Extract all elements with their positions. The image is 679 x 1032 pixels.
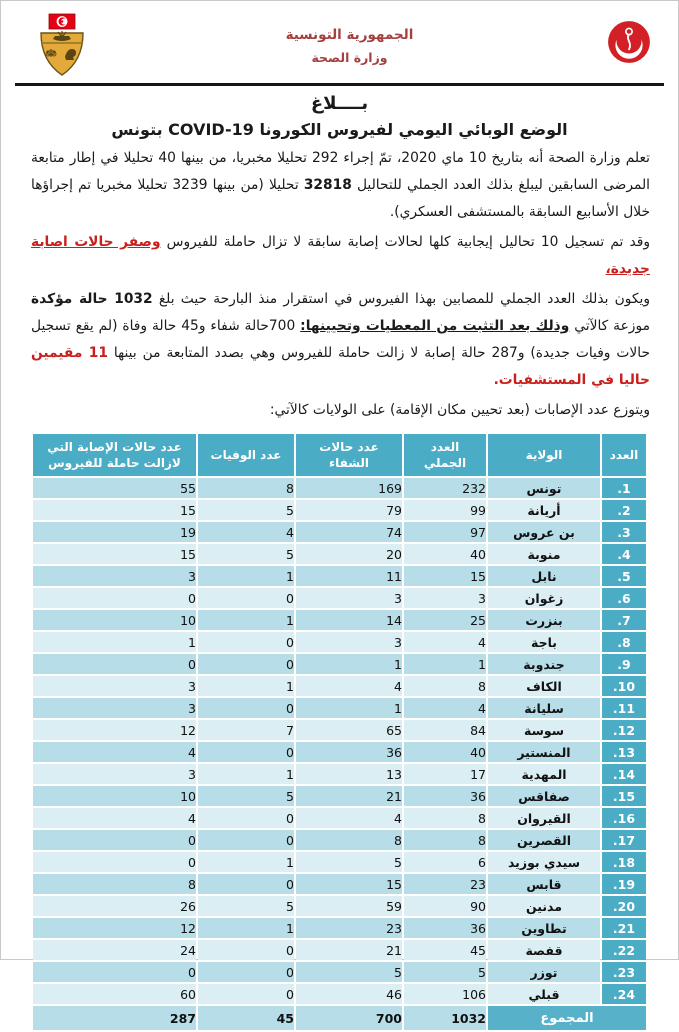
total-cell: 23 [404,874,486,894]
text-segment: وذلك بعد التثبت من المعطيات وتحيينها: [300,318,570,334]
table-row [33,522,646,542]
bulletin-paragraph-2 [31,229,650,283]
active-cell: 0 [33,830,196,850]
bulletin-paragraph-4 [31,397,650,424]
recovered-cell: 65 [296,720,402,740]
active-cell: 3 [33,764,196,784]
total-active-cell: 287 [33,1006,196,1030]
deaths-cell: 5 [198,544,294,564]
table-row [33,984,646,1004]
table-header [33,434,646,476]
governorate-cell: سوسة [488,720,600,740]
table-row [33,940,646,960]
governorate-cell: الكاف [488,676,600,696]
total-cell: 99 [404,500,486,520]
table-row [33,830,646,850]
governorate-table [31,432,648,1032]
total-cell: 5 [404,962,486,982]
text-segment: وقد تم تسجيل 10 تحاليل إيجابية كلها لحالات إصابة سابقة لا تزال حاملة للفيروس [160,234,650,250]
total-cell: 40 [404,742,486,762]
total-cell: 4 [404,698,486,718]
governorate-cell: مدنين [488,896,600,916]
total-total-cell: 1032 [404,1006,486,1030]
governorate-cell: صفاقس [488,786,600,806]
deaths-cell: 5 [198,786,294,806]
recovered-cell: 4 [296,808,402,828]
bulletin-paragraph-1 [31,145,650,226]
deaths-cell: 0 [198,588,294,608]
table-row [33,764,646,784]
bulletin-paragraph-3 [31,286,650,394]
table-row [33,808,646,828]
deaths-cell: 1 [198,610,294,630]
governorate-cell: قفصة [488,940,600,960]
recovered-cell: 11 [296,566,402,586]
index-cell: 24. [602,984,646,1004]
total-cell: 8 [404,830,486,850]
active-cell: 19 [33,522,196,542]
table-header-row [33,434,646,476]
text-segment: 700حالة شفاء و45 حالة وفاة (لم يقع تسجيل حالات وفيات جديدة) و287 حالة إصابة لا زالت حاملة للفيروس وهي بصدد المتابعة من بينها [31,318,650,361]
total-recovered-cell: 700 [296,1006,402,1030]
index-cell: 16. [602,808,646,828]
index-cell: 4. [602,544,646,564]
recovered-cell: 59 [296,896,402,916]
index-cell: 21. [602,918,646,938]
total-deaths-cell: 45 [198,1006,294,1030]
col-header-1: الولاية [488,434,600,476]
table-row [33,500,646,520]
index-cell: 13. [602,742,646,762]
recovered-cell: 20 [296,544,402,564]
table-row [33,698,646,718]
text-segment: وصفر حالات اصابة جديدة، [31,234,650,277]
deaths-cell: 0 [198,808,294,828]
recovered-cell: 8 [296,830,402,850]
active-cell: 8 [33,874,196,894]
index-cell: 20. [602,896,646,916]
text-segment: تعلم وزارة الصحة أنه بتاريخ 10 ماي 2020، تمّ إجراء 292 تحليلا مخبريا، من بينها 40 تحليلا في إطار متابعة المرضى السابقين ليبلغ بذلك العدد الجملي للتحاليل [31,150,651,193]
active-cell: 0 [33,588,196,608]
governorate-cell: سيدي بوزيد [488,852,600,872]
deaths-cell: 0 [198,940,294,960]
deaths-cell: 1 [198,852,294,872]
recovered-cell: 1 [296,698,402,718]
col-header-5: عدد حالات الإصابة التي لازالت حاملة للفيروس [33,434,196,476]
text-segment: تحليلا (من بينها 3239 تحليلا مخبريا تم إجراؤها خلال الأسابيع السابقة بالمستشفى العسكري). [31,177,650,220]
index-cell: 10. [602,676,646,696]
recovered-cell: 4 [296,676,402,696]
active-cell: 1 [33,632,196,652]
deaths-cell: 0 [198,962,294,982]
governorate-cell: قابس [488,874,600,894]
recovered-cell: 23 [296,918,402,938]
governorate-cell: بن عروس [488,522,600,542]
governorate-cell: توزر [488,962,600,982]
total-cell: 45 [404,940,486,960]
active-cell: 60 [33,984,196,1004]
bulletin-subtitle: الوضع الوبائي اليومي لفيروس الكورونا COVID-19 بتونس [111,120,568,139]
recovered-cell: 5 [296,962,402,982]
index-cell: 8. [602,632,646,652]
active-cell: 26 [33,896,196,916]
index-cell: 15. [602,786,646,806]
total-cell: 3 [404,588,486,608]
deaths-cell: 1 [198,764,294,784]
recovered-cell: 46 [296,984,402,1004]
recovered-cell: 36 [296,742,402,762]
total-cell: 36 [404,918,486,938]
total-cell: 106 [404,984,486,1004]
table-row [33,588,646,608]
recovered-cell: 5 [296,852,402,872]
table-row [33,654,646,674]
active-cell: 0 [33,654,196,674]
index-cell: 2. [602,500,646,520]
table-row [33,676,646,696]
deaths-cell: 0 [198,984,294,1004]
active-cell: 0 [33,852,196,872]
table-row [33,962,646,982]
table-row [33,786,646,806]
header-divider [15,83,664,86]
deaths-cell: 0 [198,830,294,850]
index-cell: 5. [602,566,646,586]
bulletin-title: بــــلاغ [310,93,369,114]
active-cell: 15 [33,500,196,520]
total-cell: 8 [404,808,486,828]
deaths-cell: 0 [198,632,294,652]
table-row [33,632,646,652]
col-header-4: عدد الوفيات [198,434,294,476]
deaths-cell: 4 [198,522,294,542]
index-cell: 12. [602,720,646,740]
col-header-0: العدد [602,434,646,476]
ministry-health-logo-icon [606,19,652,65]
active-cell: 12 [33,918,196,938]
index-cell: 18. [602,852,646,872]
deaths-cell: 1 [198,918,294,938]
col-header-3: عدد حالات الشفاء [296,434,402,476]
recovered-cell: 21 [296,940,402,960]
active-cell: 15 [33,544,196,564]
total-cell: 6 [404,852,486,872]
total-cell: 232 [404,478,486,498]
table-row [33,478,646,498]
text-segment: ويتوزع عدد الإصابات (بعد تحيين مكان الإقامة) على الولايات كالآتي: [269,402,650,418]
bulletin-body [31,145,650,424]
table-row [33,874,646,894]
deaths-cell: 1 [198,676,294,696]
table-row [33,918,646,938]
total-cell: 17 [404,764,486,784]
total-cell: 84 [404,720,486,740]
active-cell: 0 [33,962,196,982]
text-segment: ويكون بذلك العدد الجملي للمصابين بهذا الفيروس في استقرار منذ البارحة حيث بلغ [152,291,651,307]
total-cell: 97 [404,522,486,542]
table-body [33,478,646,1030]
index-cell: 22. [602,940,646,960]
governorate-cell: تطاوين [488,918,600,938]
governorate-cell: أريانة [488,500,600,520]
total-cell: 15 [404,566,486,586]
text-segment: 11 مقيمين حاليا في المستشفيات. [31,345,650,388]
republic-title: الجمهورية التونسية [285,27,414,43]
deaths-cell: 1 [198,566,294,586]
governorate-cell: جندوبة [488,654,600,674]
tunisia-coat-of-arms-icon [31,13,93,79]
index-cell: 6. [602,588,646,608]
deaths-cell: 8 [198,478,294,498]
index-cell: 23. [602,962,646,982]
governorate-cell: القيروان [488,808,600,828]
recovered-cell: 21 [296,786,402,806]
total-cell: 36 [404,786,486,806]
header-titles [93,27,606,65]
active-cell: 3 [33,676,196,696]
deaths-cell: 7 [198,720,294,740]
index-cell: 17. [602,830,646,850]
table-row [33,896,646,916]
table-row [33,544,646,564]
index-cell: 3. [602,522,646,542]
deaths-cell: 5 [198,896,294,916]
text-segment: 1032 حالة مؤكدة [31,291,153,307]
active-cell: 4 [33,742,196,762]
total-cell: 90 [404,896,486,916]
active-cell: 55 [33,478,196,498]
table-row [33,852,646,872]
governorate-cell: نابل [488,566,600,586]
recovered-cell: 13 [296,764,402,784]
deaths-cell: 0 [198,654,294,674]
active-cell: 4 [33,808,196,828]
recovered-cell: 74 [296,522,402,542]
text-segment: 32818 [303,177,352,193]
deaths-cell: 0 [198,742,294,762]
active-cell: 12 [33,720,196,740]
table-row [33,720,646,740]
col-header-2: العدد الجملي [404,434,486,476]
active-cell: 3 [33,566,196,586]
recovered-cell: 169 [296,478,402,498]
ministry-title: وزارة الصحة [311,50,388,65]
deaths-cell: 0 [198,874,294,894]
text-segment: موزعة كالآتي [569,318,650,334]
recovered-cell: 15 [296,874,402,894]
index-cell: 7. [602,610,646,630]
governorate-cell: المنستير [488,742,600,762]
deaths-cell: 5 [198,500,294,520]
index-cell: 14. [602,764,646,784]
total-cell: 8 [404,676,486,696]
total-row [33,1006,646,1030]
index-cell: 11. [602,698,646,718]
deaths-cell: 0 [198,698,294,718]
document-header [1,1,678,77]
table-row [33,742,646,762]
total-cell: 1 [404,654,486,674]
governorate-cell: القصرين [488,830,600,850]
active-cell: 24 [33,940,196,960]
table-row [33,566,646,586]
index-cell: 9. [602,654,646,674]
active-cell: 3 [33,698,196,718]
governorate-cell: زغوان [488,588,600,608]
governorate-cell: باجة [488,632,600,652]
governorate-cell: بنزرت [488,610,600,630]
index-cell: 19. [602,874,646,894]
recovered-cell: 14 [296,610,402,630]
total-cell: 25 [404,610,486,630]
governorate-cell: المهدية [488,764,600,784]
governorate-cell: قبلي [488,984,600,1004]
table-row [33,610,646,630]
total-label-cell: المجموع [488,1006,646,1030]
active-cell: 10 [33,786,196,806]
recovered-cell: 1 [296,654,402,674]
active-cell: 10 [33,610,196,630]
governorate-cell: سليانة [488,698,600,718]
governorate-cell: منوبة [488,544,600,564]
total-cell: 4 [404,632,486,652]
total-cell: 40 [404,544,486,564]
index-cell: 1. [602,478,646,498]
governorate-cell: تونس [488,478,600,498]
recovered-cell: 3 [296,632,402,652]
recovered-cell: 79 [296,500,402,520]
recovered-cell: 3 [296,588,402,608]
